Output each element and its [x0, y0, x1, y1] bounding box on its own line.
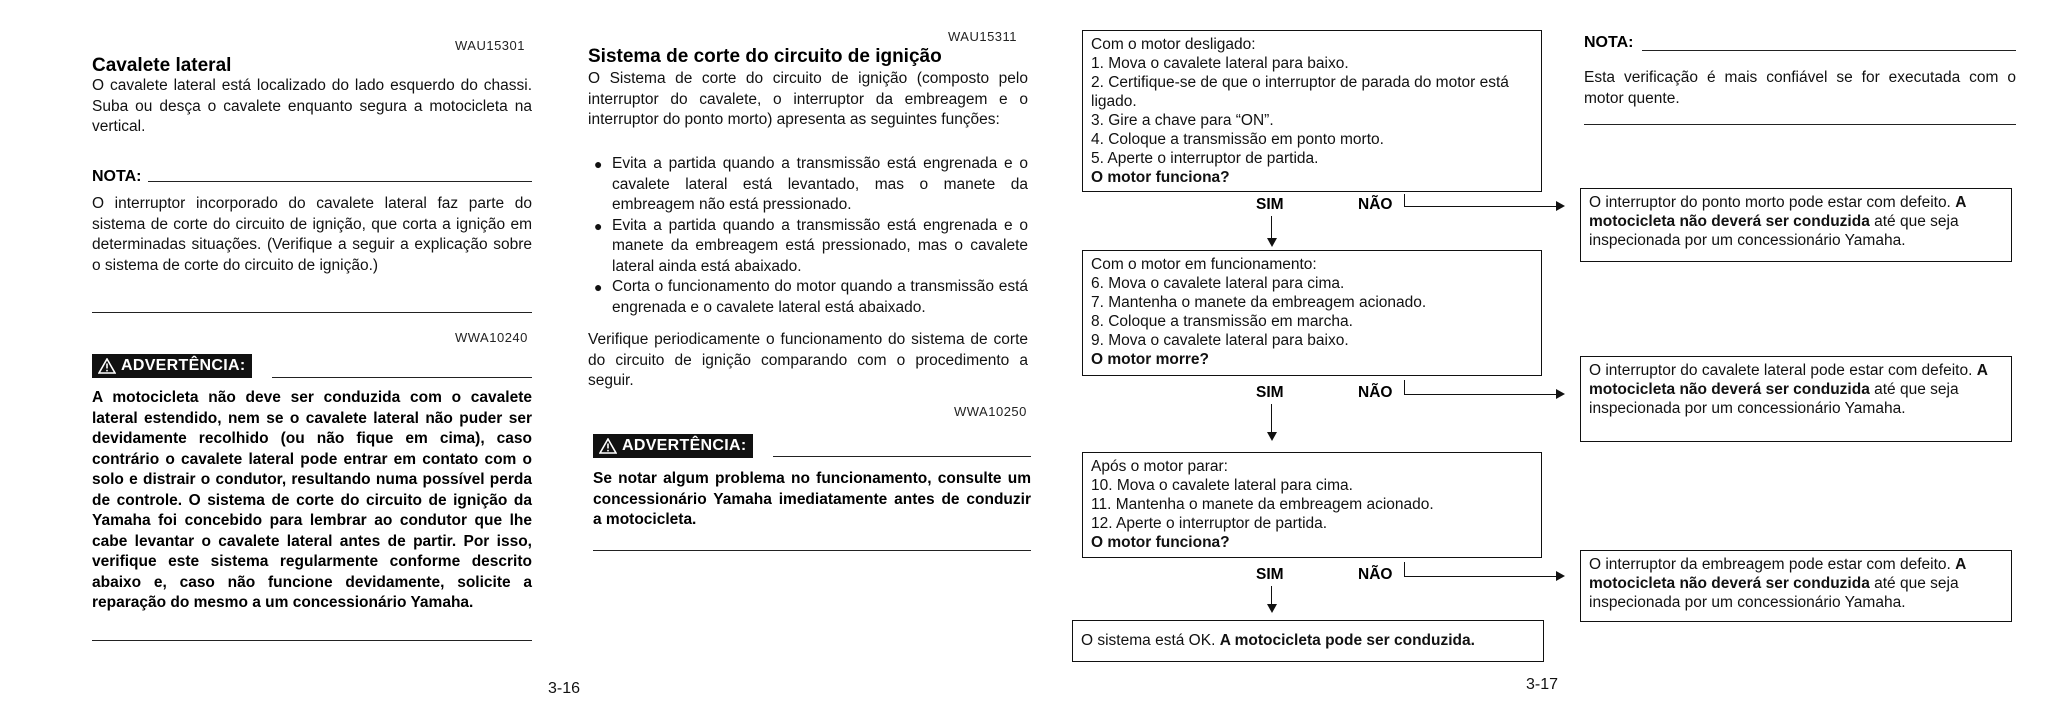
flow-step: 11. Mantenha o manete da embreagem acionado. [1091, 496, 1434, 513]
no-label: NÃO [1358, 196, 1393, 213]
page-number: 3-16 [548, 680, 581, 697]
bullet-icon: ● [594, 217, 603, 234]
page-number: 3-17 [1526, 676, 1559, 693]
flow-step: 12. Aperte o interruptor de partida. [1091, 515, 1328, 532]
flow-result-1: O interruptor do ponto morto pode estar com defeito. A motocicleta não deverá ser conduzida até que seja inspecionada por um concessionário Yamaha. [1580, 188, 2012, 262]
flow-box-1 [1082, 30, 1542, 192]
arrow-down-icon [1267, 238, 1277, 247]
yes-label: SIM [1256, 384, 1284, 401]
no-label: NÃO [1358, 566, 1393, 583]
list-item: ● Evita a partida quando a transmissão está engrenada e o manete da embreagem está pressionado, mas o cavalete lateral ainda está abaixado. [594, 216, 1028, 275]
flow-step: 10. Mova o cavalete lateral para cima. [1091, 477, 1353, 494]
flow-box-3 [1082, 452, 1542, 558]
nota-label: NOTA: [1584, 34, 1634, 51]
list-item: ● Corta o funcionamento do motor quando a transmissão está engrenada e o cavalete lateral está abaixado. [594, 278, 1028, 316]
flow-intro: Com o motor em funcionamento: [1091, 256, 1317, 273]
arrow-right-icon [1556, 571, 1565, 581]
flow-step: 7. Mantenha o manete da embreagem acionado. [1091, 294, 1427, 311]
ref-code: WAU15301 [455, 38, 525, 53]
flow-result-2: O interruptor do cavalete lateral pode estar com defeito. A motocicleta não deverá ser conduzida até que seja inspecionada por um concessionário Yamaha. [1580, 356, 2012, 442]
warning-triangle-icon [98, 358, 116, 374]
flow-step: 2. Certifique-se de que o interruptor de parada do motor está ligado. [1091, 74, 1509, 110]
side-stand-intro: O cavalete lateral está localizado do lado esquerdo do chassi. Suba ou desça o cavalete enquanto segura a motocicleta na vertical. [92, 77, 532, 135]
nota-text: O interruptor incorporado do cavalete lateral faz parte do sistema de corte do circuito de ignição, que corta a ignição em determinadas situações. (Verifique a seguir a explicação sobre o sistema de corte do circuito de ignição.) [92, 195, 532, 274]
function-list [588, 154, 1028, 318]
yes-label: SIM [1256, 566, 1284, 583]
warning-badge [593, 434, 753, 458]
no-connector [1404, 206, 1556, 207]
no-label: NÃO [1358, 384, 1393, 401]
warning-end-rule [593, 550, 1031, 551]
ref-code: WAU15311 [948, 29, 1018, 44]
bullet-icon: ● [594, 279, 603, 295]
warning-end-rule [92, 640, 532, 641]
nota-label: NOTA: [92, 168, 142, 185]
warning-badge [92, 354, 252, 378]
yes-connector [1271, 586, 1272, 606]
section-title-side-stand: Cavalete lateral [92, 55, 232, 76]
yes-label: SIM [1256, 196, 1284, 213]
ref-code: WWA10250 [954, 404, 1027, 419]
flow-step: 6. Mova o cavalete lateral para cima. [1091, 275, 1345, 292]
ignition-intro: O Sistema de corte do circuito de ignição (composto pelo interruptor do cavalete, o interruptor da embreagem e o interruptor do ponto morto) apresenta as seguintes funções: [588, 70, 1028, 128]
no-connector [1404, 380, 1405, 394]
flow-step: 4. Coloque a transmissão em ponto morto. [1091, 131, 1384, 148]
flow-step: 3. Gire a chave para “ON”. [1091, 112, 1274, 129]
flow-step: 9. Mova o cavalete lateral para baixo. [1091, 332, 1349, 349]
flow-step: 8. Coloque a transmissão em marcha. [1091, 313, 1353, 330]
warning-label: ADVERTÊNCIA: [121, 357, 246, 374]
flow-question: O motor funciona? [1091, 534, 1230, 551]
bullet-icon: ● [594, 156, 603, 172]
arrow-right-icon [1556, 201, 1565, 211]
nota-rule [148, 181, 532, 182]
list-item: ● Evita a partida quando a transmissão está engrenada e o cavalete lateral está levantado, mas o manete da embreagem não está pressionado. [594, 155, 1028, 213]
nota-end-rule [92, 312, 532, 313]
warning-rule [272, 377, 532, 378]
no-connector [1404, 394, 1556, 395]
arrow-down-icon [1267, 604, 1277, 613]
final-verdict: A motocicleta pode ser conduzida. [1219, 632, 1475, 649]
warning-text: A motocicleta não deve ser conduzida com o cavalete lateral estendido, nem se o cavalete lateral não puder ser devidamente recolhido (ou não fique em cima), caso contrário o cavalete lateral pode entrar em contato com o solo e distrair o condutor, resultando numa possível perda de controle. O sistema de corte do circuito de ignição da Yamaha foi concebido para lembrar ao condutor que lhe cabe levantar o cavalete lateral antes de partir. Por isso, verifique este sistema regularmente conforme descrito abaixo e, caso não funcione devidamente, solicite a reparação do mesmo a um concessionário Yamaha. [92, 389, 532, 611]
arrow-down-icon [1267, 432, 1277, 441]
flow-final-box [1072, 620, 1544, 662]
nota-end-rule [1584, 124, 2016, 125]
warning-text: Se notar algum problema no funcionamento, consulte um concessionário Yamaha imediatamente antes de conduzir a motocicleta. [593, 470, 1031, 528]
warning-rule [773, 456, 1031, 457]
no-connector [1404, 576, 1556, 577]
flow-box-2 [1082, 250, 1542, 376]
final-status: O sistema está OK. [1081, 632, 1216, 649]
nota-text: Esta verificação é mais confiável se for executada com o motor quente. [1584, 69, 2016, 107]
yes-connector [1271, 216, 1272, 240]
warning-triangle-icon [599, 438, 617, 454]
nota-rule [1642, 50, 2016, 51]
flow-question: O motor funciona? [1091, 169, 1230, 186]
arrow-right-icon [1556, 389, 1565, 399]
flow-result-3: O interruptor da embreagem pode estar com defeito. A motocicleta não deverá ser conduzida até que seja inspecionada por um concessionário Yamaha. [1580, 550, 2012, 622]
warning-label: ADVERTÊNCIA: [622, 437, 747, 454]
no-connector [1404, 562, 1405, 576]
flow-question: O motor morre? [1091, 351, 1209, 368]
function-list-wrap [588, 154, 1028, 318]
no-connector [1404, 194, 1405, 206]
check-text: Verifique periodicamente o funcionamento do sistema de corte do circuito de ignição comparando com o procedimento a seguir. [588, 331, 1028, 389]
flow-intro: Após o motor parar: [1091, 458, 1228, 475]
section-title-ignition-cutoff: Sistema de corte do circuito de ignição [588, 46, 942, 67]
ref-code: WWA10240 [455, 330, 528, 345]
yes-connector [1271, 404, 1272, 434]
flow-step: 1. Mova o cavalete lateral para baixo. [1091, 55, 1349, 72]
flow-intro: Com o motor desligado: [1091, 36, 1256, 53]
flow-step: 5. Aperte o interruptor de partida. [1091, 150, 1319, 167]
